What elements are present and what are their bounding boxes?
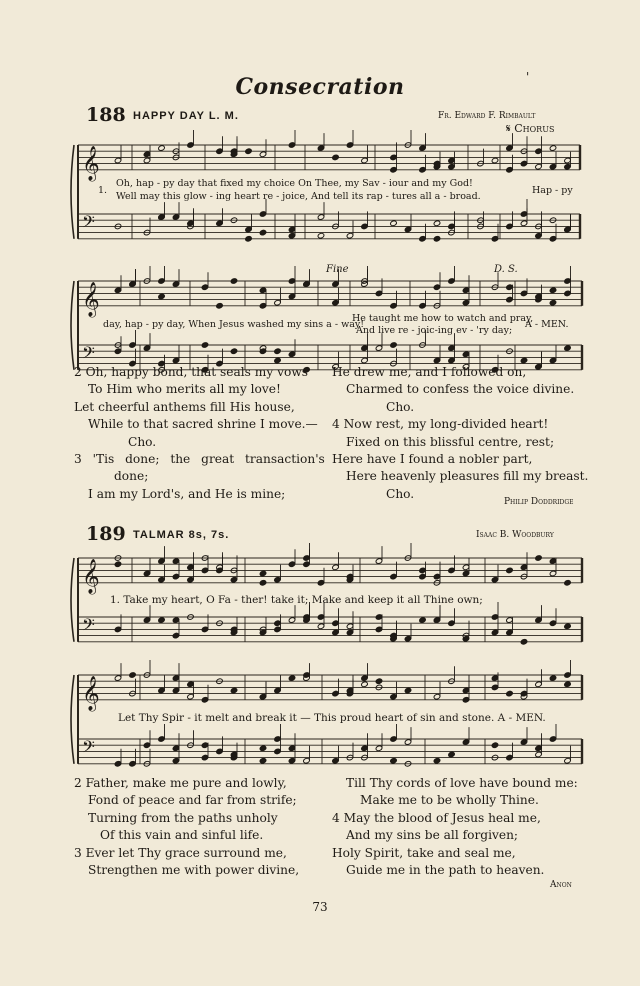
- system-brace: [71, 558, 74, 642]
- fine-label: Fine: [326, 264, 349, 275]
- underlay-line-4a: He taught me how to watch and pray,: [352, 313, 534, 324]
- verse-line: Fixed on this blissful centre, rest;: [346, 434, 555, 449]
- ds-label: D. S.: [494, 264, 518, 275]
- verse-line: Holy Spirit, take and seal me,: [332, 845, 516, 860]
- system-brace: [71, 145, 74, 239]
- note-head: [317, 232, 324, 238]
- verse-line: Strengthen me with power divine,: [88, 862, 300, 877]
- verse-line: Cho.: [386, 486, 415, 501]
- verse-line: Let cheerful anthems fill His house,: [74, 399, 295, 414]
- note-head: [288, 675, 295, 681]
- hymn-189-verses-right: [332, 775, 578, 879]
- verse-line: While to that sacred shrine I move.—: [88, 417, 318, 432]
- chorus-label: 𝄋 Chorus: [506, 122, 555, 135]
- hymn-188-composer: Fr. Edward F. Rimbault: [438, 111, 536, 121]
- note-head: [245, 148, 252, 154]
- note-head: [506, 567, 513, 573]
- hymn-188-tune-name: HAPPY DAY L. M.: [133, 110, 239, 122]
- note-head: [433, 757, 440, 763]
- note-head: [274, 348, 281, 354]
- note-head: [216, 303, 223, 309]
- note-head: [390, 757, 397, 763]
- corner-mark: ': [526, 70, 530, 84]
- hymn-188-verses-right: [332, 364, 588, 503]
- note-head: [564, 681, 571, 687]
- note-head: [433, 220, 440, 226]
- verse-line: 2 Father, make me pure and lowly,: [74, 776, 287, 790]
- bass-clef-icon: 𝄢: [82, 211, 95, 236]
- note-head: [114, 561, 121, 567]
- verse-line: 4 Now rest, my long-divided heart!: [332, 417, 549, 432]
- system-brace: [71, 281, 74, 370]
- treble-clef-icon: 𝄞: [82, 145, 100, 181]
- note-head: [259, 570, 266, 576]
- treble-clef-icon: 𝄞: [82, 281, 100, 317]
- hymn-188-number: 188: [86, 104, 126, 126]
- hymn-189-composer: Isaac B. Woodbury: [476, 530, 554, 540]
- section-title: Consecration: [235, 74, 405, 100]
- note-head: [433, 236, 440, 242]
- verse-line: Make me to be wholly Thine.: [360, 793, 539, 808]
- note-head: [158, 617, 165, 623]
- note-head: [259, 580, 266, 586]
- note-head: [259, 757, 266, 763]
- page-number: 73: [312, 900, 328, 914]
- note-head: [535, 555, 542, 561]
- underlay-line-2: Well may this glow - ing heart re - joice, And tell its rap - tures all a - broad.: [116, 191, 481, 202]
- bass-clef-icon: 𝄢: [82, 342, 95, 367]
- note-head: [549, 145, 556, 151]
- note-head: [230, 687, 237, 693]
- verse-line: 3 Ever let Thy grace surround me,: [74, 845, 287, 860]
- hymn-189-tune-name: TALMAR 8s, 7s.: [133, 529, 230, 541]
- verse-line: And my sins be all forgiven;: [346, 828, 519, 843]
- hymn-189-number: 189: [86, 523, 126, 545]
- verse-line: Here heavenly pleasures fill my breast.: [346, 469, 589, 484]
- underlay-line-3: day, hap - py day, When Jesus washed my sins a - way!: [103, 319, 365, 330]
- verse-line: To Him who merits all my love!: [88, 382, 281, 397]
- note-head: [419, 617, 426, 623]
- note-head: [230, 348, 237, 354]
- note-head: [390, 220, 397, 226]
- note-head: [361, 681, 368, 687]
- verse-line: Charmed to confess the voice divine.: [346, 382, 575, 397]
- verse-line: done;: [114, 469, 149, 484]
- hymn-188-verses-left: [74, 364, 325, 503]
- note-head: [259, 745, 266, 751]
- chorus-underlay: Hap - py: [532, 185, 573, 196]
- underlay-189-line-1: 1. Take my heart, O Fa - ther! take it; Make and keep it all Thine own;: [110, 594, 483, 606]
- verse-number: 1.: [98, 185, 108, 196]
- note-head: [491, 157, 498, 163]
- note-head: [520, 357, 527, 363]
- system-brace: [71, 675, 74, 764]
- note-head: [564, 623, 571, 629]
- bass-clef-icon: 𝄢: [82, 614, 95, 639]
- verse-line: 3 'Tis done; the great transaction's: [74, 451, 325, 466]
- amen-188: A - MEN.: [525, 319, 569, 330]
- verse-line: Turning from the paths unholy: [88, 810, 278, 825]
- note-head: [201, 342, 208, 348]
- hymn-188-author: Philip Doddridge: [504, 497, 574, 507]
- treble-clef-icon: 𝄞: [82, 558, 100, 594]
- note-head: [506, 690, 513, 696]
- note-head: [549, 299, 556, 305]
- verse-line: Here have I found a nobler part,: [332, 451, 533, 466]
- verse-line: Fond of peace and far from strife;: [88, 793, 297, 808]
- underlay-line-1: Oh, hap - py day that fixed my choice On Thee, my Sav - iour and my God!: [116, 178, 473, 189]
- note-head: [549, 287, 556, 293]
- note-head: [520, 639, 527, 645]
- underlay-line-4b: And live re - joic-ing ev - 'ry day;: [356, 325, 513, 336]
- note-head: [129, 672, 136, 678]
- note-head: [549, 675, 556, 681]
- note-head: [404, 687, 411, 693]
- note-head: [274, 357, 281, 363]
- note-head: [564, 345, 571, 351]
- treble-clef-icon: 𝄞: [82, 675, 100, 711]
- hymn-189-verses-left: [74, 775, 299, 879]
- note-head: [448, 751, 455, 757]
- note-head: [158, 145, 165, 151]
- verse-line: I am my Lord's, and He is mine;: [88, 486, 286, 501]
- verse-line: 2 Oh, happy bond, that seals my vows: [74, 365, 309, 379]
- verse-line: Till Thy cords of love have bound me:: [346, 776, 578, 790]
- note-head: [158, 293, 165, 299]
- verse-line: 4 May the blood of Jesus heal me,: [332, 810, 541, 825]
- note-head: [375, 678, 382, 684]
- note-head: [332, 154, 339, 160]
- hymn-189-author: Anon: [550, 880, 572, 890]
- note-head: [491, 742, 498, 748]
- note-head: [245, 236, 252, 242]
- verse-line: Cho.: [386, 399, 415, 414]
- underlay-189-line-2: Let Thy Spir - it melt and break it — This proud heart of sin and stone. A - MEN.: [118, 712, 546, 724]
- verse-line: He drew me, and I followed on,: [332, 365, 527, 379]
- verse-line: Guide me in the path to heaven.: [346, 862, 545, 877]
- note-head: [303, 281, 310, 287]
- note-head: [230, 278, 237, 284]
- note-head: [259, 229, 266, 235]
- note-head: [390, 342, 397, 348]
- note-head: [564, 580, 571, 586]
- verse-line: Of this vain and sinful life.: [100, 828, 264, 843]
- verse-line: Cho.: [128, 434, 157, 449]
- bass-clef-icon: 𝄢: [82, 736, 95, 761]
